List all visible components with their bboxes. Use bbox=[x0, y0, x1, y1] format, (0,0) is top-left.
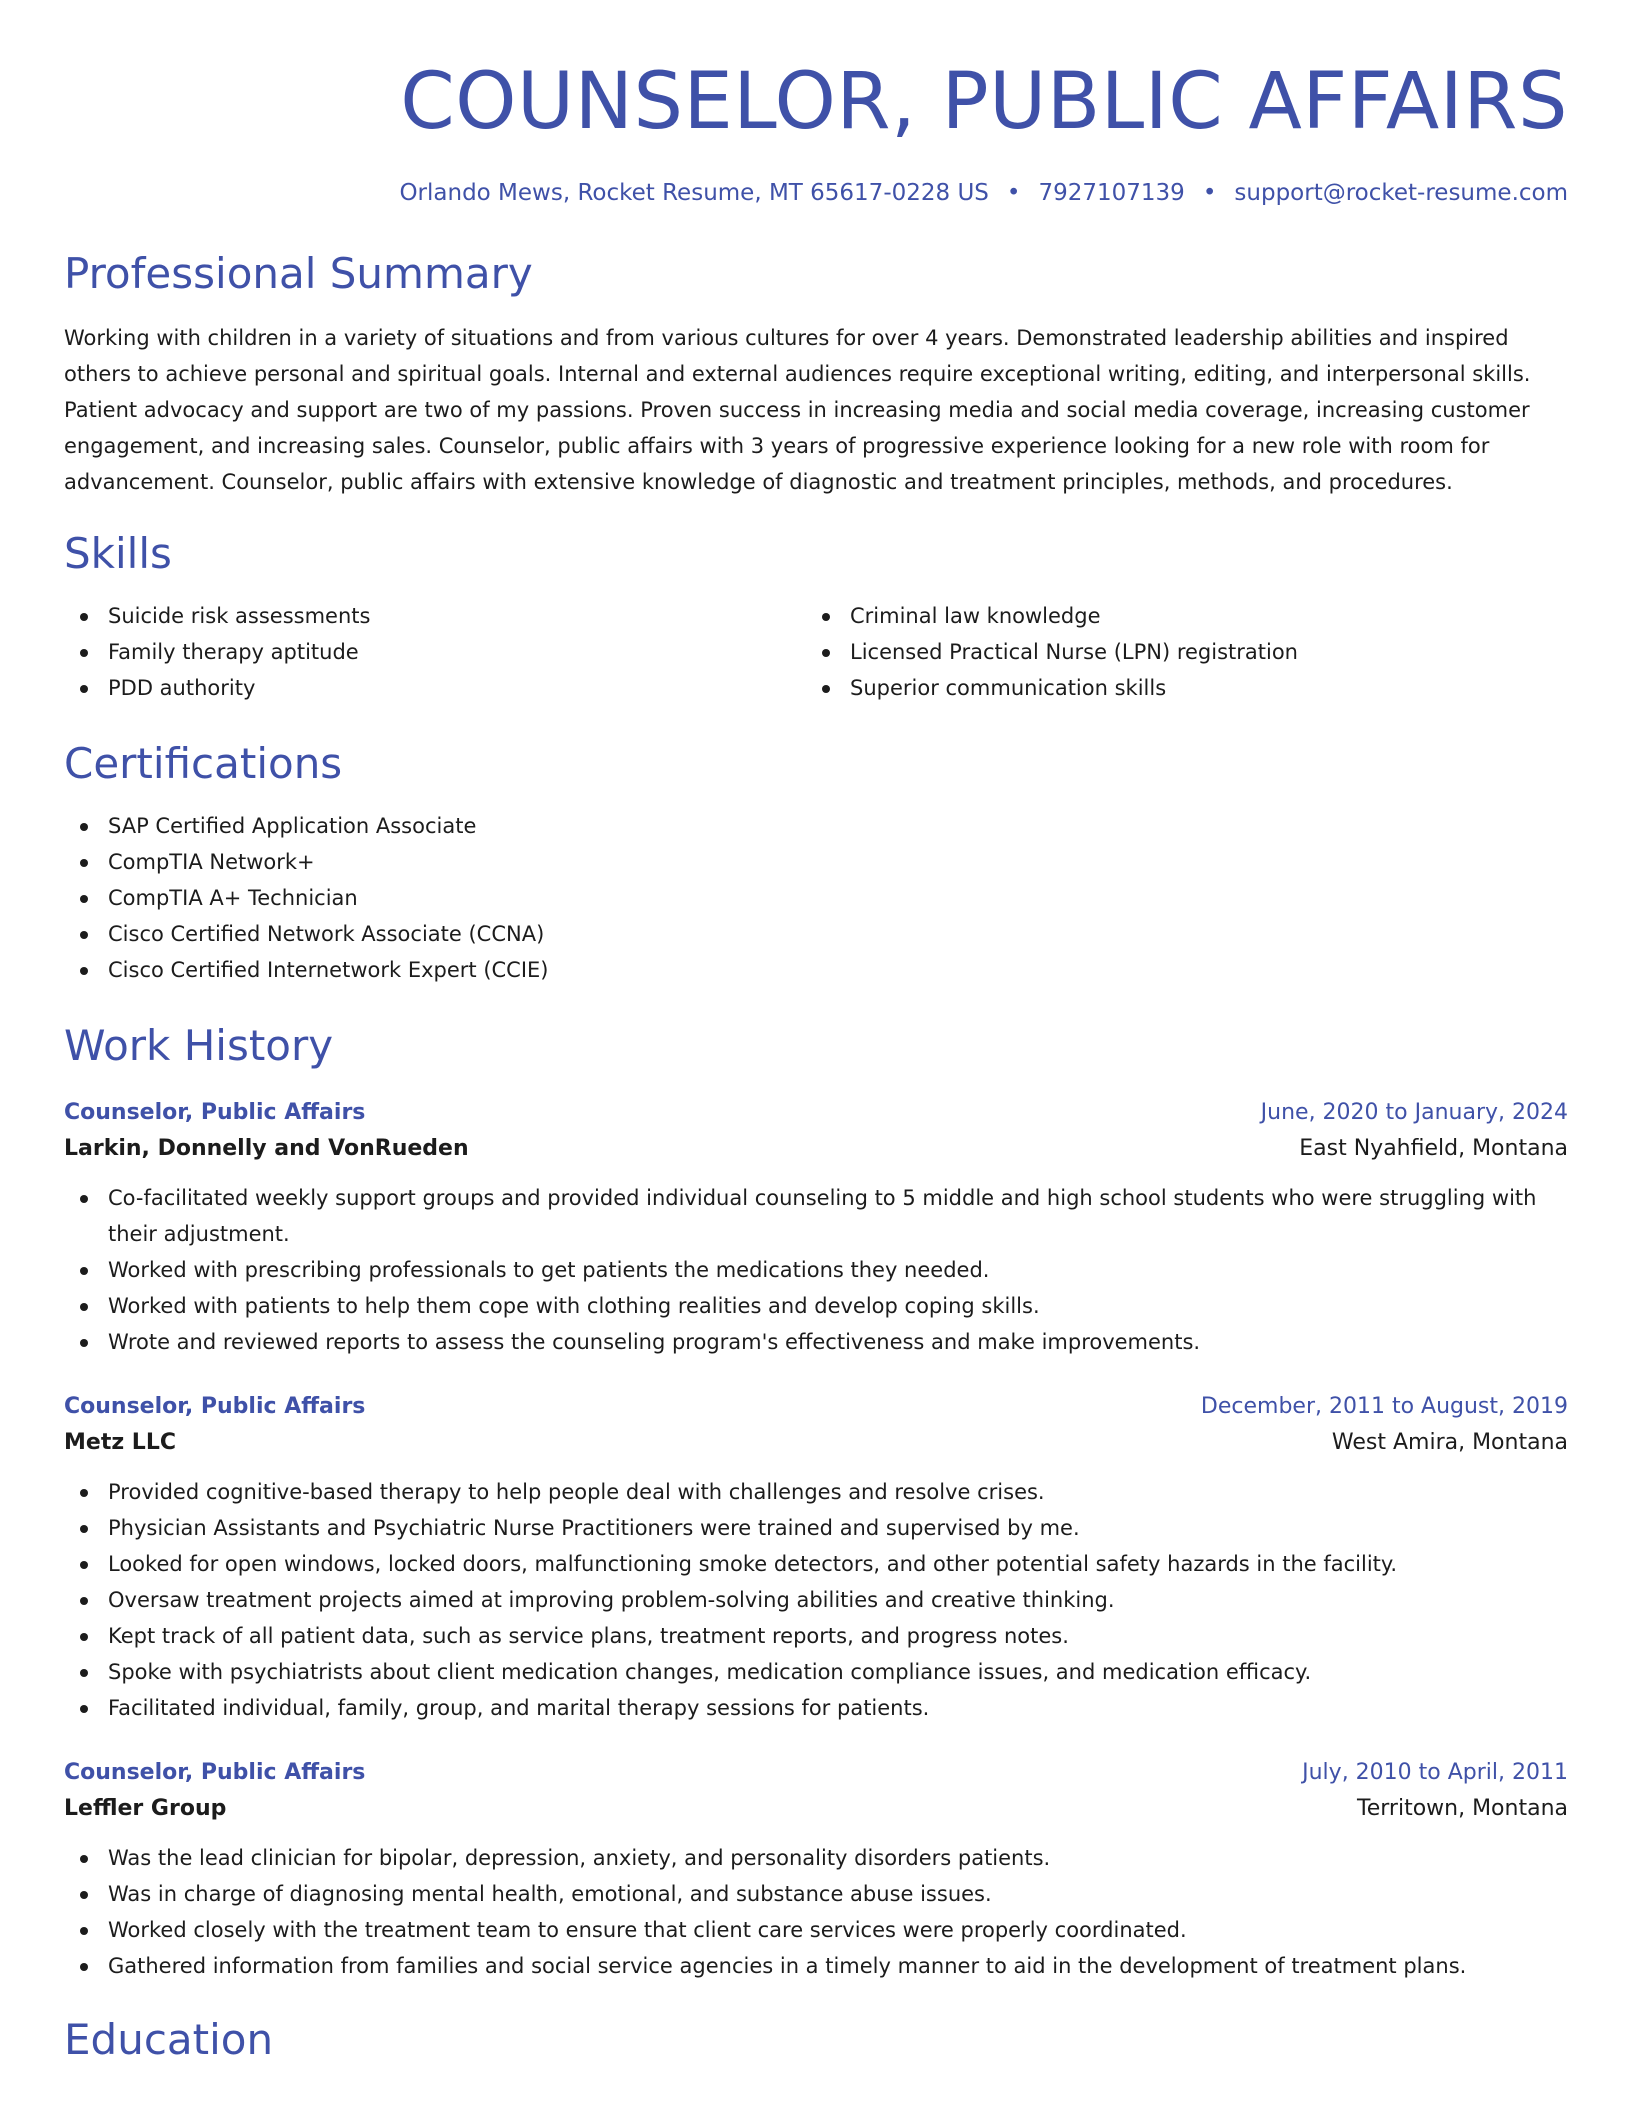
job-entry bbox=[64, 1756, 1568, 1984]
job-company: Metz LLC bbox=[64, 1430, 176, 1455]
job-bullets bbox=[64, 1840, 1568, 1984]
job-dates: July, 2010 to April, 2011 bbox=[1302, 1760, 1568, 1785]
job-bullet: Looked for open windows, locked doors, malfunctioning smoke detectors, and other potential safety hazards in the facility. bbox=[64, 1546, 1568, 1582]
job-bullet: Was the lead clinician for bipolar, depression, anxiety, and personality disorders patients. bbox=[64, 1840, 1568, 1876]
job-bullet: Provided cognitive-based therapy to help people deal with challenges and resolve crises. bbox=[64, 1474, 1568, 1510]
certifications-list bbox=[64, 808, 1568, 988]
job-title: Counselor, Public Affairs bbox=[64, 1760, 366, 1785]
job-bullet: Wrote and reviewed reports to assess the counseling program's effectiveness and make improvements. bbox=[64, 1324, 1568, 1360]
certification-item: SAP Certified Application Associate bbox=[64, 808, 1568, 844]
job-bullet: Was in charge of diagnosing mental health, emotional, and substance abuse issues. bbox=[64, 1876, 1568, 1912]
contact-line bbox=[64, 178, 1568, 208]
job-header-row bbox=[64, 1390, 1568, 1424]
job-entry bbox=[64, 1096, 1568, 1360]
job-location: West Amira, Montana bbox=[1331, 1430, 1568, 1455]
job-entry bbox=[64, 1390, 1568, 1726]
skill-item: Criminal law knowledge bbox=[806, 598, 1548, 634]
certification-item: CompTIA A+ Technician bbox=[64, 880, 1568, 916]
job-title: Counselor, Public Affairs bbox=[64, 1394, 366, 1419]
job-bullet: Oversaw treatment projects aimed at improving problem-solving abilities and creative thinking. bbox=[64, 1582, 1568, 1618]
job-location: Territown, Montana bbox=[1357, 1796, 1568, 1821]
contact-separator: • bbox=[1006, 180, 1021, 206]
job-company-row bbox=[64, 1130, 1568, 1168]
job-header-row bbox=[64, 1096, 1568, 1130]
skill-item: Family therapy aptitude bbox=[64, 634, 806, 670]
skill-item: Suicide risk assessments bbox=[64, 598, 806, 634]
skill-item: Superior communication skills bbox=[806, 670, 1548, 706]
job-dates: June, 2020 to January, 2024 bbox=[1260, 1100, 1568, 1125]
contact-email[interactable]: support@rocket-resume.com bbox=[1234, 180, 1568, 206]
job-bullets bbox=[64, 1474, 1568, 1726]
job-bullet: Gathered information from families and social service agencies in a timely manner to aid in the development of treatment plans. bbox=[64, 1948, 1568, 1984]
skills-heading: Skills bbox=[64, 529, 172, 578]
job-bullet: Worked with patients to help them cope with clothing realities and develop coping skills. bbox=[64, 1288, 1568, 1324]
skill-item: PDD authority bbox=[64, 670, 806, 706]
certification-item: Cisco Certified Network Associate (CCNA) bbox=[64, 916, 1568, 952]
skill-item: Licensed Practical Nurse (LPN) registration bbox=[806, 634, 1548, 670]
job-header-row bbox=[64, 1756, 1568, 1790]
job-bullet: Worked with prescribing professionals to get patients the medications they needed. bbox=[64, 1252, 1568, 1288]
job-dates: December, 2011 to August, 2019 bbox=[1200, 1394, 1568, 1419]
job-bullet: Facilitated individual, family, group, and marital therapy sessions for patients. bbox=[64, 1690, 1568, 1726]
job-company-row bbox=[64, 1424, 1568, 1462]
candidate-name: COUNSELOR, PUBLIC AFFAIRS bbox=[400, 57, 1568, 147]
job-bullet: Kept track of all patient data, such as service plans, treatment reports, and progress notes. bbox=[64, 1618, 1568, 1654]
job-company: Larkin, Donnelly and VonRueden bbox=[64, 1136, 469, 1161]
job-company-row bbox=[64, 1790, 1568, 1828]
skills-columns bbox=[64, 598, 1568, 706]
contact-separator: • bbox=[1202, 180, 1217, 206]
job-bullet: Co-facilitated weekly support groups and provided individual counseling to 5 middle and high school students who were struggling with their adjustment. bbox=[64, 1180, 1568, 1252]
certification-item: Cisco Certified Internetwork Expert (CCIE) bbox=[64, 952, 1568, 988]
contact-address: Orlando Mews, Rocket Resume, MT 65617-0228 US bbox=[399, 180, 989, 206]
job-bullet: Worked closely with the treatment team to ensure that client care services were properly coordinated. bbox=[64, 1912, 1568, 1948]
resume-page bbox=[64, 0, 1568, 2068]
job-location: East Nyahfield, Montana bbox=[1299, 1136, 1568, 1161]
job-bullet: Physician Assistants and Psychiatric Nurse Practitioners were trained and supervised by me. bbox=[64, 1510, 1568, 1546]
job-bullet: Spoke with psychiatrists about client medication changes, medication compliance issues, and medication efficacy. bbox=[64, 1654, 1568, 1690]
certification-item: CompTIA Network+ bbox=[64, 844, 1568, 880]
summary-text: Working with children in a variety of situations and from various cultures for over 4 years. Demonstrated leadership abilities and inspired others to achieve personal and spiritual goals. Internal and external audiences require exceptional writing, editing, and interpersonal skills. Patient advocacy and support are two of my passions. Proven success in increasing media and social media coverage, increasing customer engagement, and increasing sales. Counselor, public affairs with 3 years of progressive experience looking for a new role with room for advancement. Counselor, public affairs with extensive knowledge of diagnostic and treatment principles, methods, and procedures. bbox=[64, 326, 1531, 494]
contact-phone: 7927107139 bbox=[1038, 180, 1185, 206]
work-history-heading: Work History bbox=[64, 1021, 334, 1070]
job-company: Leffler Group bbox=[64, 1796, 227, 1821]
job-title: Counselor, Public Affairs bbox=[64, 1100, 366, 1125]
skills-right-list bbox=[806, 598, 1548, 706]
certifications-heading: Certifications bbox=[64, 739, 343, 788]
summary-heading: Professional Summary bbox=[64, 249, 533, 298]
skills-left-list bbox=[64, 598, 806, 706]
education-heading: Education bbox=[64, 2015, 274, 2064]
job-bullets bbox=[64, 1180, 1568, 1360]
